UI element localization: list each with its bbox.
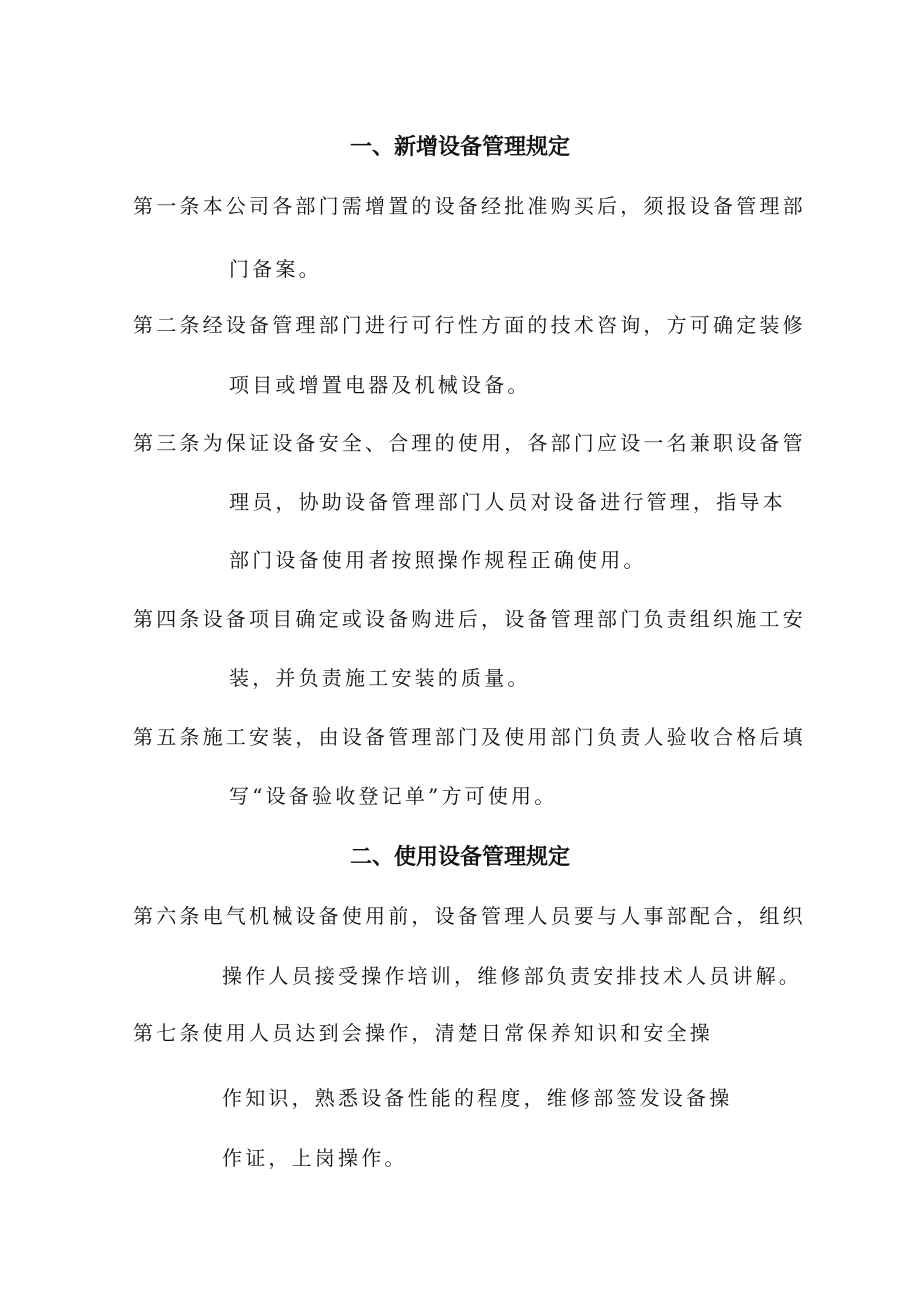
article-5-line-2: 写“设备验收登记单”方可使用。	[229, 784, 558, 808]
section-heading-2: 二、使用设备管理规定	[349, 845, 570, 870]
article-4-line-2: 装，并负责施工安装的质量。	[229, 666, 531, 690]
article-7-line-2: 作知识，熟悉设备性能的程度，维修部签发设备操	[222, 1086, 733, 1110]
article-6-line-2: 操作人员接受操作培训，维修部负责安排技术人员讲解。	[222, 964, 802, 988]
article-5-line-1: 第五条施工安装，由设备管理部门及使用部门负责人验收合格后填	[133, 725, 806, 749]
article-3-line-1: 第三条为保证设备安全、合理的使用，各部门应设一名兼职设备管	[133, 431, 806, 455]
article-4-line-1: 第四条设备项目确定或设备购进后，设备管理部门负责组织施工安	[133, 607, 806, 631]
article-7-line-3: 作证，上岗操作。	[222, 1146, 408, 1170]
article-3-line-2: 理员，协助设备管理部门人员对设备进行管理，指导本	[229, 490, 786, 514]
section-heading-1: 一、新增设备管理规定	[349, 135, 570, 160]
article-3-line-3: 部门设备使用者按照操作规程正确使用。	[229, 548, 647, 572]
article-1-line-2: 门备案。	[229, 257, 322, 281]
article-2-line-2: 项目或增置电器及机械设备。	[229, 373, 531, 397]
article-1-line-1: 第一条本公司各部门需增置的设备经批准购买后，须报设备管理部	[133, 194, 806, 218]
article-7-line-1: 第七条使用人员达到会操作，清楚日常保养知识和安全操	[133, 1021, 713, 1045]
article-6-line-1: 第六条电气机械设备使用前，设备管理人员要与人事部配合，组织	[133, 904, 806, 928]
article-2-line-1: 第二条经设备管理部门进行可行性方面的技术咨询，方可确定装修	[133, 313, 806, 337]
